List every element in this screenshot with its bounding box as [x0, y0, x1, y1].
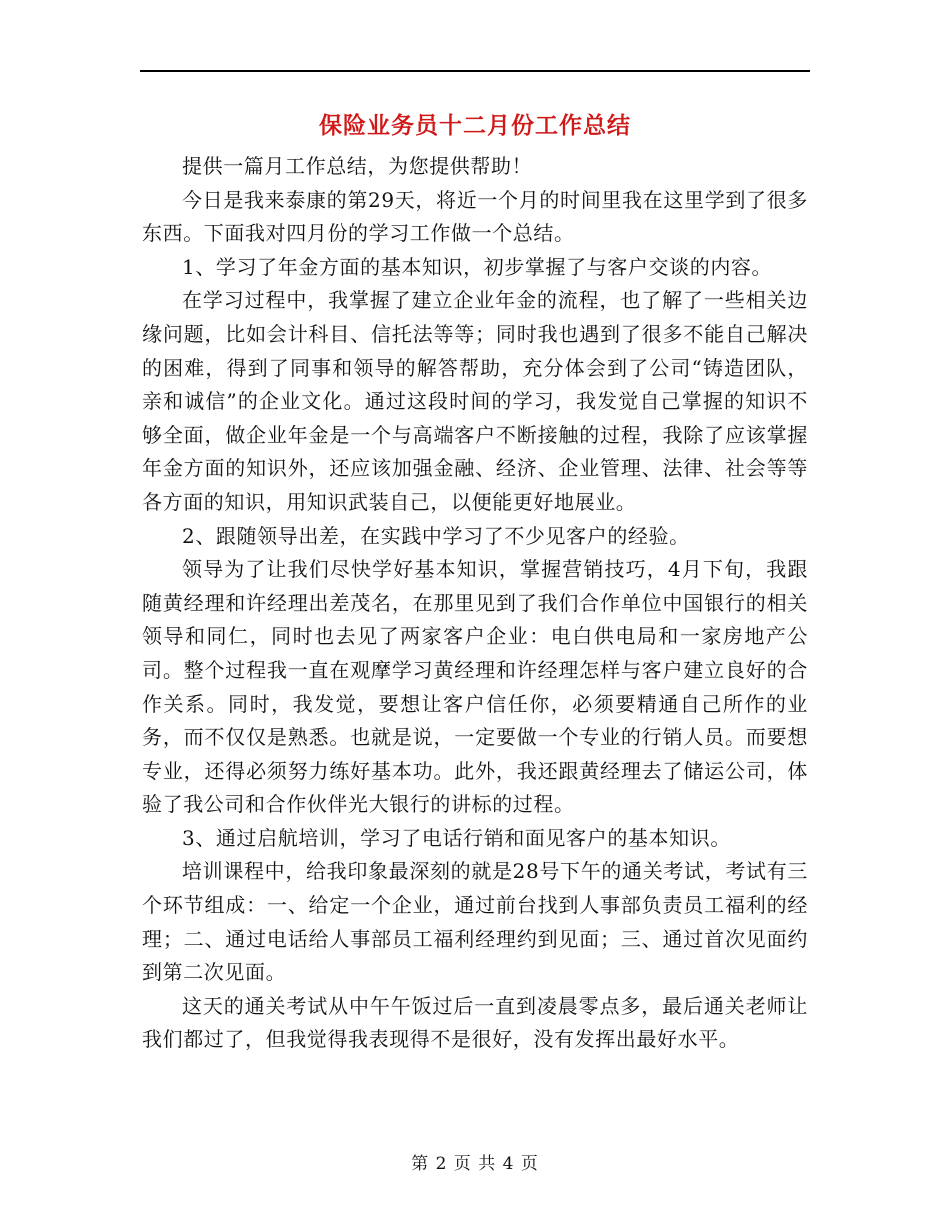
document-title: 保险业务员十二月份工作总结: [319, 112, 631, 139]
paragraph-heading-1: 1、学习了年金方面的基本知识，初步掌握了与客户交谈的内容。: [182, 254, 773, 279]
paragraph-intro: 提供一篇月工作总结，为您提供帮助！: [182, 154, 533, 178]
paragraph-overview: 今日是我来泰康的第29天，将近一个月的时间里我在这里学到了很多东西。下面我对四月份的学习工作做一个总结。: [142, 187, 808, 246]
paragraph-heading-3: 3、通过启航培训，学习了电话行销和面见客户的基本知识。: [182, 825, 731, 850]
page-number: 第 2 页 共 4 页: [411, 1154, 539, 1174]
paragraph-heading-2: 2、跟随领导出差，在实践中学习了不少见客户的经验。: [182, 523, 690, 548]
paragraph-section-3: 培训课程中，给我印象最深刻的就是28号下午的通关考试，考试有三个环节组成：一、给定一个企业，通过前台找到人事部负责员工福利的经理；二、通过电话给人事部员工福利经理约到见面；三、通过首次见面约到第二次见面。: [142, 859, 808, 985]
document-body: [142, 150, 808, 1057]
paragraph-section-3-cont: 这天的通关考试从中午午饭过后一直到凌晨零点多，最后通关老师让我们都过了，但我觉得我表现得不是很好，没有发挥出最好水平。: [142, 993, 808, 1052]
header-rule: [140, 70, 810, 72]
paragraph-section-2: 领导为了让我们尽快学好基本知识，掌握营销技巧，4月下旬，我跟随黄经理和许经理出差茂名，在那里见到了我们合作单位中国银行的相关领导和同仁，同时也去见了两家客户企业：电白供电局和一家房地产公司。整个过程我一直在观摩学习黄经理和许经理怎样与客户建立良好的合作关系。同时，我发觉，要想让客户信任你，必须要精通自己所作的业务，而不仅仅是熟悉。也就是说，一定要做一个专业的行销人员。而要想专业，还得必须努力练好基本功。此外，我还跟黄经理去了储运公司，体验了我公司和合作伙伴光大银行的讲标的过程。: [142, 557, 808, 817]
paragraph-section-1: 在学习过程中，我掌握了建立企业年金的流程，也了解了一些相关边缘问题，比如会计科目、信托法等等；同时我也遇到了很多不能自己解决的困难，得到了同事和领导的解答帮助，充分体会到了公司“铸造团队，亲和诚信”的企业文化。通过这段时间的学习，我发觉自己掌握的知识不够全面，做企业年金是一个与高端客户不断接触的过程，我除了应该掌握年金方面的知识外，还应该加强金融、经济、企业管理、法律、社会等等各方面的知识，用知识武装自己，以便能更好地展业。: [142, 288, 808, 514]
